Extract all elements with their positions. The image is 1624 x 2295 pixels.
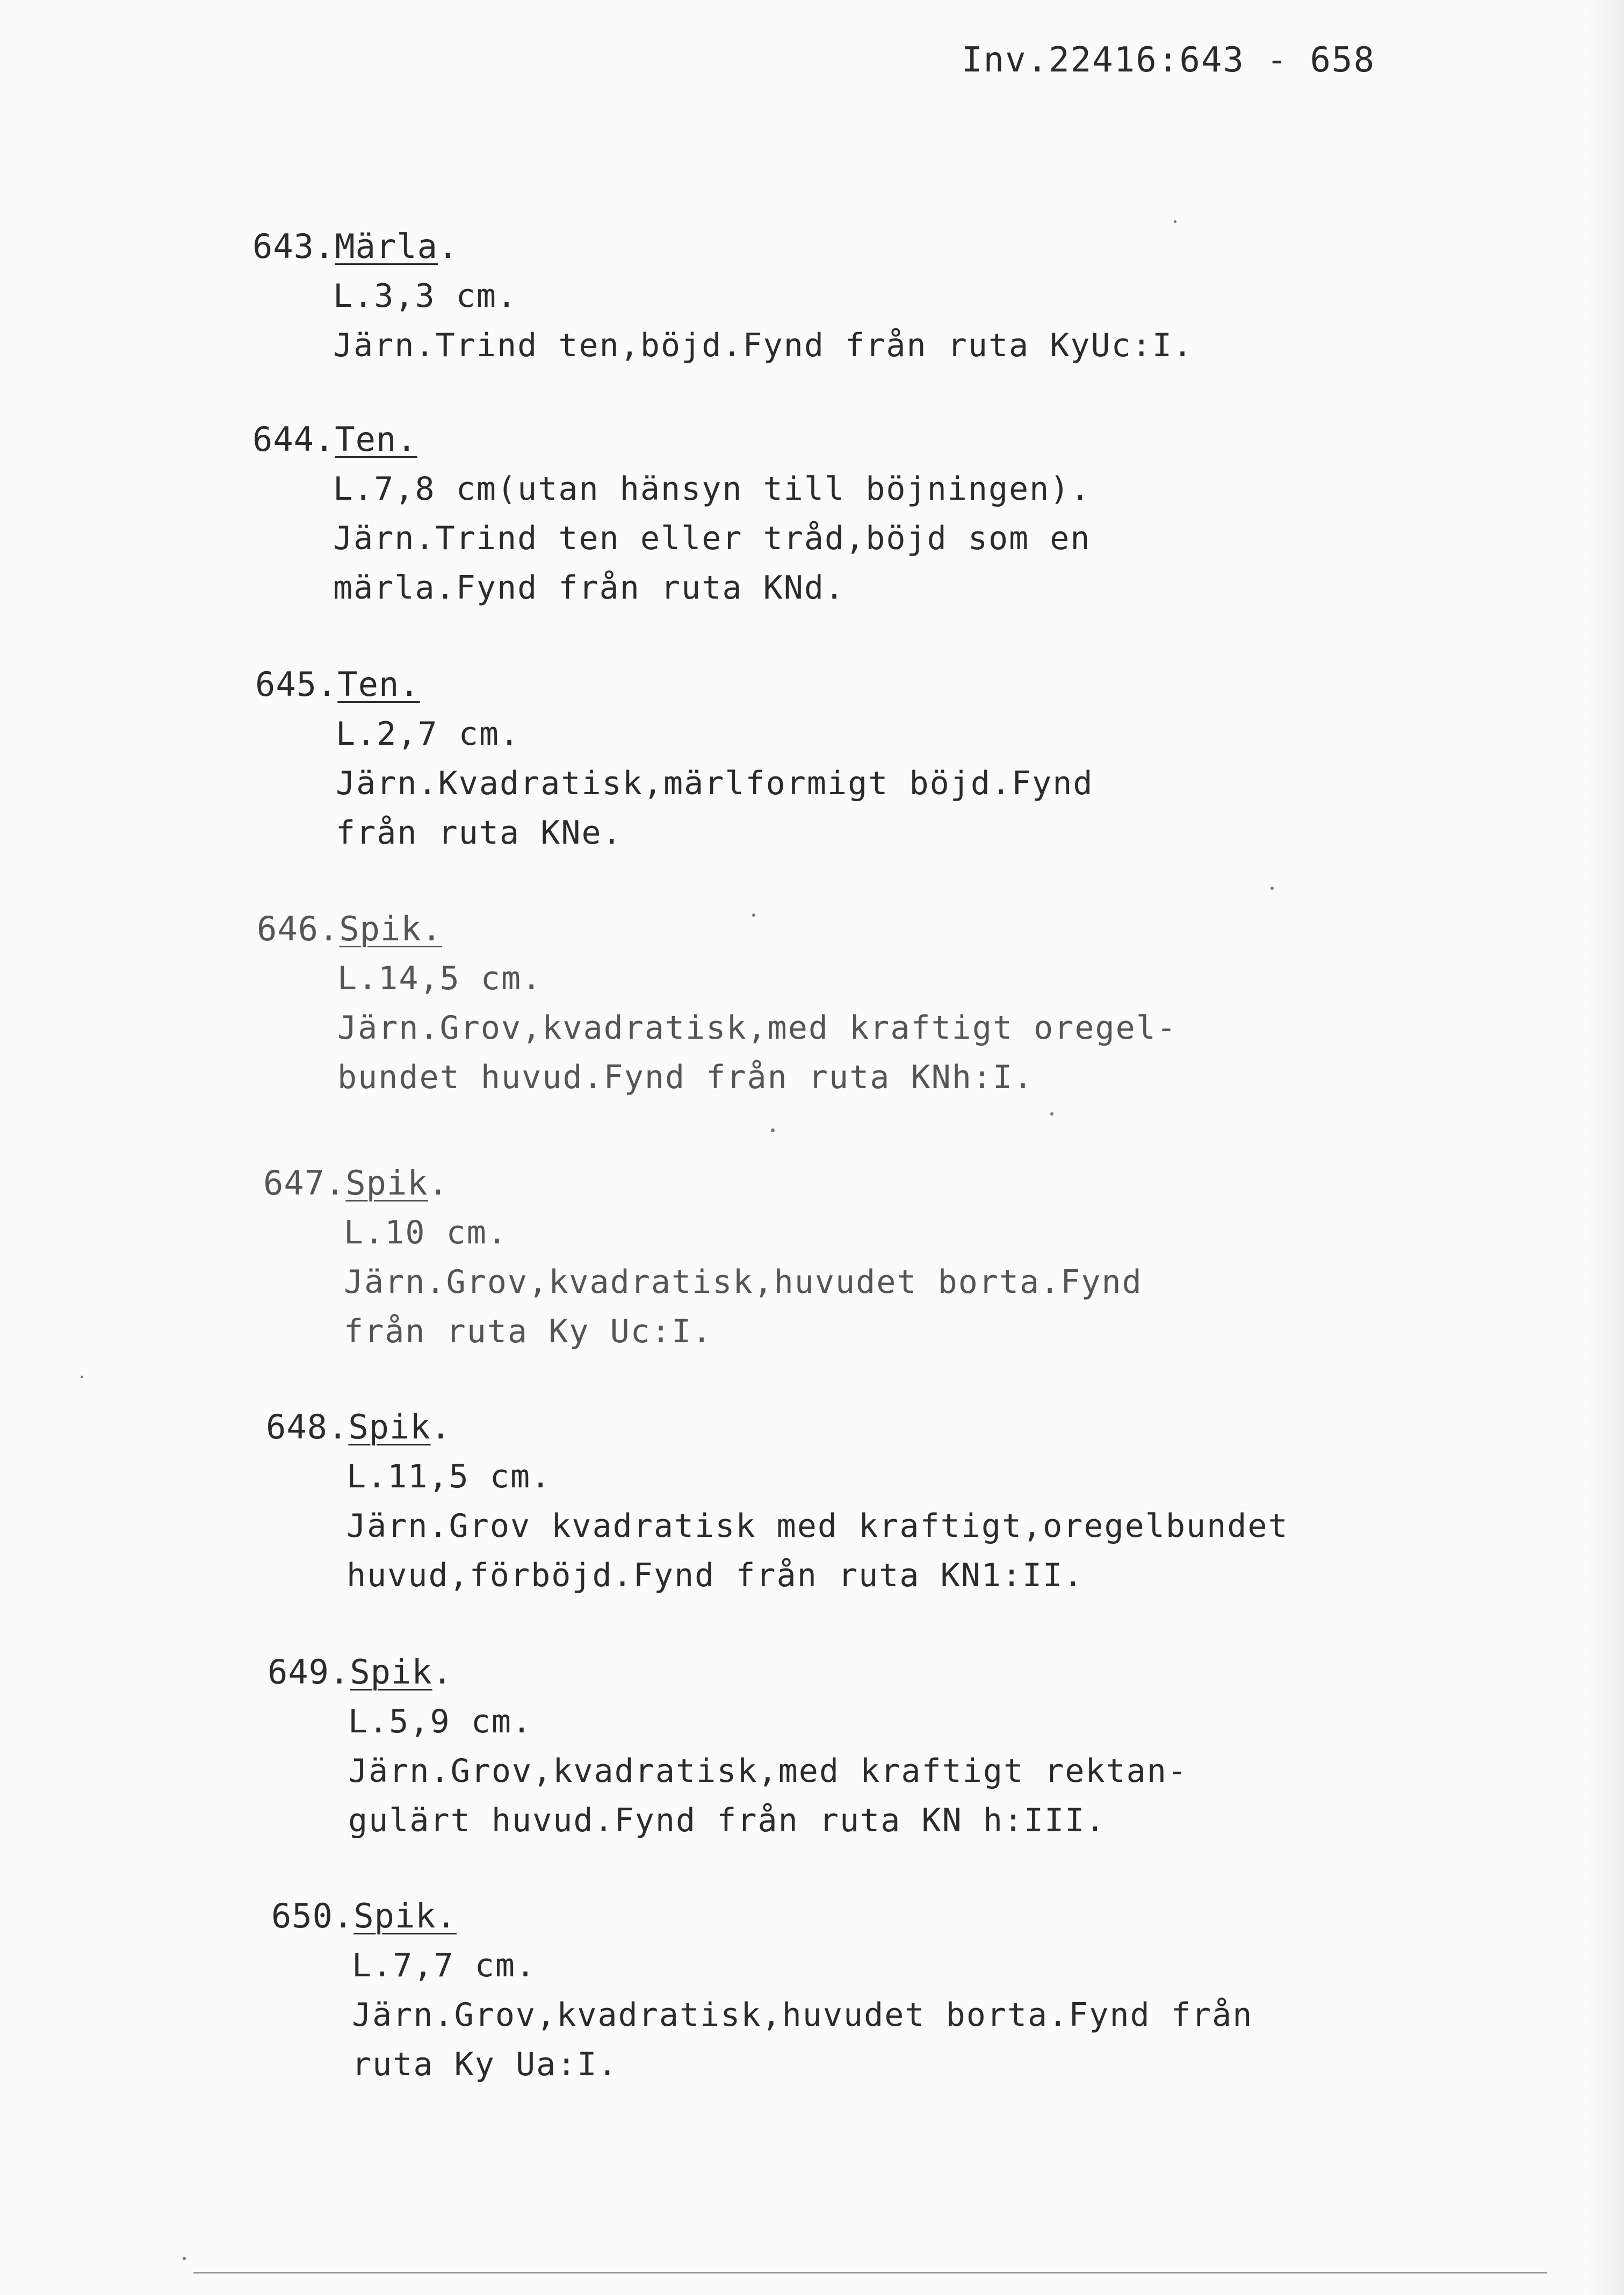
- entry-title: Märla: [335, 227, 438, 266]
- inventory-header: Inv.22416:643 - 658: [962, 40, 1376, 80]
- entry-line: från ruta KNe.: [336, 814, 623, 852]
- entry-title: Ten.: [335, 420, 417, 459]
- scan-speck: [771, 1128, 775, 1132]
- bottom-rule: [193, 2272, 1547, 2274]
- page-edge-shadow: [1586, 0, 1624, 2295]
- entry-number: 646.: [257, 909, 340, 948]
- entry-line: huvud,förböjd.Fynd från ruta KN1:II.: [347, 1557, 1084, 1594]
- entry-line: bundet huvud.Fynd från ruta KNh:I.: [337, 1059, 1034, 1096]
- entry-title: Spik.: [339, 909, 442, 948]
- entry-title-suffix: .: [432, 1652, 453, 1692]
- entry-title-suffix: .: [430, 1407, 451, 1447]
- entry-number: 643.: [252, 227, 335, 266]
- entry-heading: [266, 1402, 1289, 1452]
- entry-number: 644.: [252, 420, 335, 459]
- entry-line: L.7,8 cm(utan hänsyn till böjningen).: [333, 470, 1091, 508]
- entry-title: Spik.: [353, 1896, 457, 1936]
- entry-heading: [257, 904, 1177, 954]
- entry-title: Spik: [345, 1163, 428, 1203]
- entry-heading: [263, 1159, 1143, 1208]
- entry-643: [252, 222, 1193, 370]
- entry-number: 648.: [266, 1407, 349, 1447]
- entry-line: Järn.Grov,kvadratisk,huvudet borta.Fynd från: [352, 1996, 1253, 2034]
- entry-heading: [255, 660, 1094, 709]
- entry-line: Järn.Trind ten eller tråd,böjd som en: [333, 520, 1091, 557]
- entry-line: gulärt huvud.Fynd från ruta KN h:III.: [348, 1802, 1106, 1839]
- entry-number: 650.: [271, 1896, 354, 1936]
- entry-title-suffix: .: [428, 1163, 449, 1203]
- entry-line: Järn.Kvadratisk,märlformigt böjd.Fynd: [336, 765, 1094, 802]
- entry-title: Spik: [350, 1652, 432, 1692]
- scan-speck: [183, 2257, 186, 2260]
- entry-line: Järn.Grov,kvadratisk,med kraftigt rektan-: [348, 1752, 1188, 1790]
- entry-line: Järn.Grov,kvadratisk,huvudet borta.Fynd: [344, 1263, 1143, 1301]
- entry-heading: [252, 222, 1193, 271]
- scan-speck: [1271, 887, 1274, 890]
- scan-speck: [81, 1376, 83, 1378]
- entry-heading: [271, 1891, 1253, 1941]
- scan-speck: [1050, 1112, 1053, 1116]
- entry-line: märla.Fynd från ruta KNd.: [333, 569, 846, 607]
- entry-650: [271, 1891, 1253, 2089]
- entry-648: [266, 1402, 1289, 1600]
- entry-646: [257, 904, 1177, 1102]
- entry-line: L.11,5 cm.: [347, 1458, 552, 1495]
- entry-number: 649.: [268, 1652, 350, 1692]
- entry-line: L.7,7 cm.: [352, 1947, 537, 1984]
- scan-speck: [1174, 220, 1177, 223]
- entry-line: L.10 cm.: [344, 1214, 508, 1251]
- entry-644: [252, 415, 1091, 613]
- entry-heading: [268, 1647, 1188, 1697]
- entry-line: Järn.Grov kvadratisk med kraftigt,oregelbundet: [347, 1507, 1289, 1545]
- entry-line: L.5,9 cm.: [348, 1703, 533, 1740]
- entry-645: [255, 660, 1094, 858]
- entry-line: ruta Ky Ua:I.: [352, 2046, 618, 2083]
- entry-number: 645.: [255, 665, 338, 704]
- entry-line: från ruta Ky Uc:I.: [344, 1313, 713, 1350]
- entry-title: Spik: [348, 1407, 431, 1447]
- entry-649: [268, 1647, 1188, 1845]
- scan-speck: [752, 913, 755, 917]
- entry-line: L.3,3 cm.: [333, 277, 518, 315]
- entry-647: [263, 1159, 1143, 1356]
- entry-number: 647.: [263, 1163, 346, 1203]
- entry-line: Järn.Grov,kvadratisk,med kraftigt oregel-: [337, 1009, 1178, 1047]
- entry-title: Ten.: [337, 665, 420, 704]
- entry-line: Järn.Trind ten,böjd.Fynd från ruta KyUc:I.: [333, 327, 1194, 364]
- entry-heading: [252, 415, 1091, 464]
- entry-line: L.14,5 cm.: [337, 960, 543, 997]
- entry-title-suffix: .: [437, 227, 459, 266]
- entry-line: L.2,7 cm.: [336, 715, 521, 753]
